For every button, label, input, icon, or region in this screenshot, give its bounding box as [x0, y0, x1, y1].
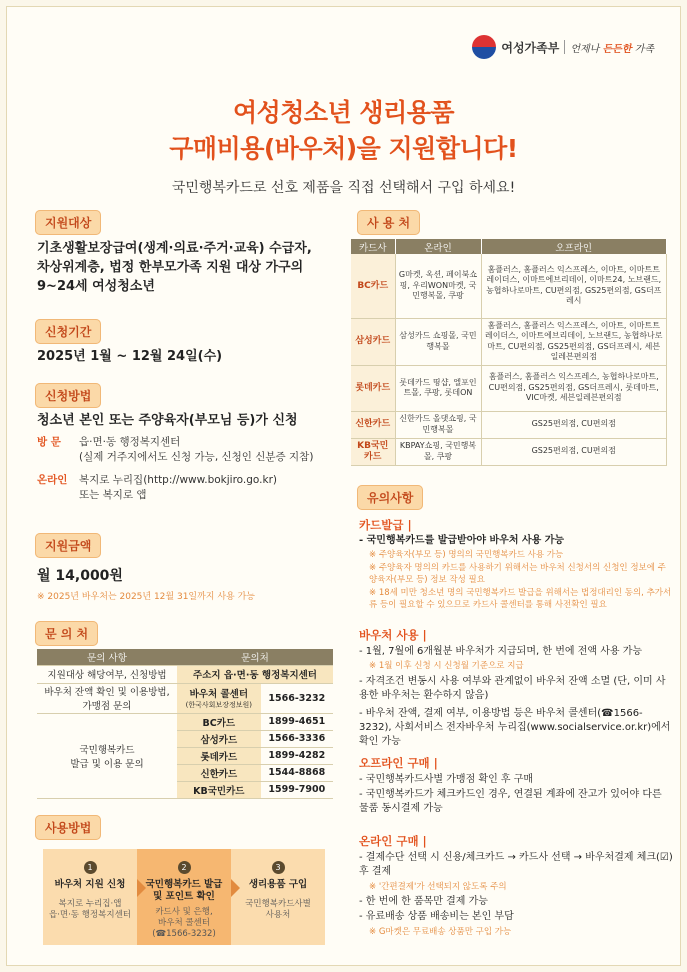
contacts-head-place: 문의처: [177, 649, 333, 665]
caution-voucher-item: - 바우처 잔액, 결제 여부, 이용방법 등은 바우처 콜센터(☎1566-3232), 사회서비스 전자바우처 누리집(www.socialservice.or.kr)에서 확인 가능: [359, 708, 671, 747]
contacts-badge: 문 의 처: [35, 621, 98, 646]
method-online-text: 복지로 누리집(http://www.bokjiro.go.kr) 또는 복지로 앱: [79, 474, 277, 501]
amount-note: ※ 2025년 바우처는 2025년 12월 31일까지 사용 가능: [37, 592, 255, 602]
method-visit-text: 읍·면·동 행정복지센터 (실제 거주지에서도 신청 가능, 신청인 신분증 지참): [79, 436, 314, 463]
step-number: 3: [272, 861, 285, 874]
caution-offline-item: - 국민행복카드가 체크카드인 경우, 연결된 계좌에 잔고가 있어야 다른 물품 동시결제 가능: [359, 789, 662, 814]
caution-badge: 유의사항: [357, 485, 423, 510]
step-title: 바우처 지원 신청: [54, 879, 126, 890]
step-title: 생리용품 구입: [248, 879, 308, 890]
amount-value: 월 14,000원: [37, 568, 123, 584]
caution-offline-title: 오프라인 구매 |: [359, 756, 438, 770]
method-visit-key: 방 문: [37, 436, 61, 448]
caution-card-title: 카드발급 |: [359, 518, 412, 532]
table-row: 바우처 잔액 확인 및 이용방법, 가맹점 문의 바우처 콜센터 (한국사회보장정보원) 1566-3232: [37, 683, 333, 713]
period-badge: 신청기간: [35, 319, 101, 344]
usage-step-1: [43, 849, 137, 945]
step-desc: 국민행복카드사별 사용처: [245, 899, 311, 920]
title-line-2: 구매비용(바우처)을 지원합니다!: [169, 134, 518, 163]
step-desc: 카드사 및 은행, 바우처 콜센터 (☎1566-3232): [152, 907, 216, 939]
caution-card-item: - 국민행복카드를 발급받아야 바우처 사용 가능: [359, 535, 565, 546]
title-line-1: 여성청소년 생리용품: [232, 98, 455, 127]
usage-step-2: [137, 849, 231, 945]
caution-voucher-note: ※ 1월 이후 신청 시 신청월 기준으로 지급: [369, 661, 524, 671]
caution-voucher-item: - 1월, 7월에 6개월분 바우처가 지급되며, 한 번에 전액 사용 가능: [359, 646, 643, 657]
poster: [6, 6, 681, 966]
stores-badge: 사 용 처: [357, 210, 420, 235]
method-main: 청소년 본인 또는 주양육자(부모님 등)가 신청: [37, 413, 298, 428]
usage-badge: 사용방법: [35, 815, 101, 840]
table-row: BC카드 G마켓, 옥션, 페이북쇼핑, 우리WON마켓, 국민행복몰, 쿠팡 홈플러스, 홈플러스 익스프레스, 이마트, 이마트트레이더스, 이마트에브리데이, 이마트24, 노브랜드, 농협하나로마트, CU편의점, GS25편의점, GS더프레시: [351, 254, 667, 318]
caution-online-item: - 결제수단 선택 시 신용/체크카드 → 카드사 선택 → 바우처결제 체크(☑) 후 결제: [359, 852, 673, 877]
step-desc: 복지로 누리집·앱 읍·면·동 행정복지센터: [48, 899, 131, 920]
table-row: 삼성카드 1566-3336: [37, 730, 333, 747]
table-row: 지원대상 해당여부, 신청방법 주소지 읍·면·동 행정복지센터: [37, 665, 333, 683]
caution-card-note: ※ 주양육자(부모 등) 명의의 국민행복카드 사용 가능: [369, 550, 564, 560]
table-row: 삼성카드 삼성카드 쇼핑몰, 국민행복몰 홈플러스, 홈플러스 익스프레스, 이마트, 이마트트레이더스, 이마트에브리데이, 노브랜드, 농협하나로마트, CU편의점, GS25편의점, GS더프레시, 세븐일레븐편의점: [351, 318, 667, 365]
caution-offline-item: - 국민행복카드사별 가맹점 확인 후 구매: [359, 774, 534, 785]
logo-divider: [564, 40, 565, 54]
table-row: 롯데카드 1899-4282: [37, 747, 333, 764]
usage-steps: [43, 849, 325, 945]
table-row: 국민행복카드 발급 및 이용 문의 BC카드 1899-4651: [37, 713, 333, 730]
contacts-table: [37, 649, 333, 799]
support-target-text: 기초생활보장급여(생계·의료·주거·교육) 수급자, 차상위계층, 법정 한부모가족 지원 대상 가구의 9~24세 여성청소년: [37, 241, 312, 294]
caution-online-note: ※ '간편결제'가 선택되지 않도록 주의: [369, 882, 507, 892]
caution-online-title: 온라인 구매 |: [359, 834, 427, 848]
caution-online-item: - 한 번에 한 품목만 결제 가능: [359, 896, 488, 907]
caution-card-note: ※ 주양육자 명의의 카드를 사용하기 위해서는 바우처 신청서의 신청인 정보에 주양육자(부모 등) 정보 작성 필요: [369, 563, 666, 585]
support-target-badge: 지원대상: [35, 210, 101, 235]
method-badge: 신청방법: [35, 383, 101, 408]
usage-step-3: [231, 849, 325, 945]
ministry-slogan: 언제나 든든한 가족: [570, 43, 654, 55]
method-online-key: 온라인: [37, 474, 68, 486]
table-row: 신한카드 1544-8868: [37, 764, 333, 781]
table-row: KB국민카드 1599-7900: [37, 781, 333, 798]
caution-online-item: - 유료배송 상품 배송비는 본인 부담: [359, 911, 514, 922]
table-row: KB국민카드 KBPAY쇼핑, 국민행복몰, 쿠팡 GS25편의점, CU편의점: [351, 438, 667, 465]
step-number: 2: [178, 861, 191, 874]
stores-table: 카드사 온라인 오프라인 BC카드 G마켓, 옥션, 페이북쇼핑, 우리WON마켓, 국민행복몰, 쿠팡 홈플러스, 홈플러스 익스프레스, 이마트, 이마트트레이더스, 이마트에브리데이, 이마트24, 노브랜드, 농협하나로마트, CU편의점, GS25편의점, GS더프레시 삼성카드 삼성카드 쇼핑몰, 국민행복몰 홈플러스, 홈플러스 익스프레스, 이마트, 이마트트레이더스, 이마트에브리데이, 노브랜드, 농협하나로마트, CU편의점, GS25편의점, GS더프레시, 세븐일레븐편의점 롯데카드 롯데카드 띵샵, 엘포인트몰, 쿠팡, 롯데ON 홈플러스, 홈플러스 익스프레스, 농협하나로마트, CU편의점, GS25편의점, GS더프레시, 롯데마트, VIC마켓, 세븐일레븐편의점 신한카드 신한카드 올댓쇼핑, 국민행복몰 GS25편의점, CU편의점 KB국민카드 KBPAY쇼핑, 국민행복몰, 쿠팡 GS25편의점, CU편의점: [351, 239, 667, 466]
table-row: 신한카드 신한카드 올댓쇼핑, 국민행복몰 GS25편의점, CU편의점: [351, 411, 667, 438]
caution-card-note: ※ 18세 미만 청소년 명의 국민행복카드 발급을 위해서는 법정대리인 동의, 추가서류 등이 필요할 수 있으므로 카드사 콜센터를 통해 사전확인 필요: [369, 588, 672, 610]
ministry-logo: [472, 35, 654, 59]
table-row: 롯데카드 롯데카드 띵샵, 엘포인트몰, 쿠팡, 롯데ON 홈플러스, 홈플러스 익스프레스, 농협하나로마트, CU편의점, GS25편의점, GS더프레시, 롯데마트, VIC마켓, 세븐일레븐편의점: [351, 365, 667, 411]
period-value: 2025년 1월 ~ 12월 24일(수): [37, 349, 223, 364]
caution-online-note: ※ G마켓은 무료배송 상품만 구입 가능: [369, 927, 512, 937]
amount-badge: 지원금액: [35, 533, 101, 558]
caution-voucher-title: 바우처 사용 |: [359, 628, 427, 642]
caution-voucher-item: - 자격조건 변동시 사용 여부와 관계없이 바우처 잔액 소멸 (단, 이미 사용한 바우처는 환수하지 않음): [359, 676, 666, 701]
subtitle: 국민행복카드로 선호 제품을 직접 선택해서 구입 하세요!: [171, 180, 516, 196]
contacts-head-topic: 문의 사항: [37, 649, 177, 665]
step-title: 국민행복카드 발급 및 포인트 확인: [145, 879, 223, 902]
step-number: 1: [84, 861, 97, 874]
ministry-name: 여성가족부: [501, 40, 560, 55]
taegeuk-emblem-icon: [472, 35, 496, 59]
